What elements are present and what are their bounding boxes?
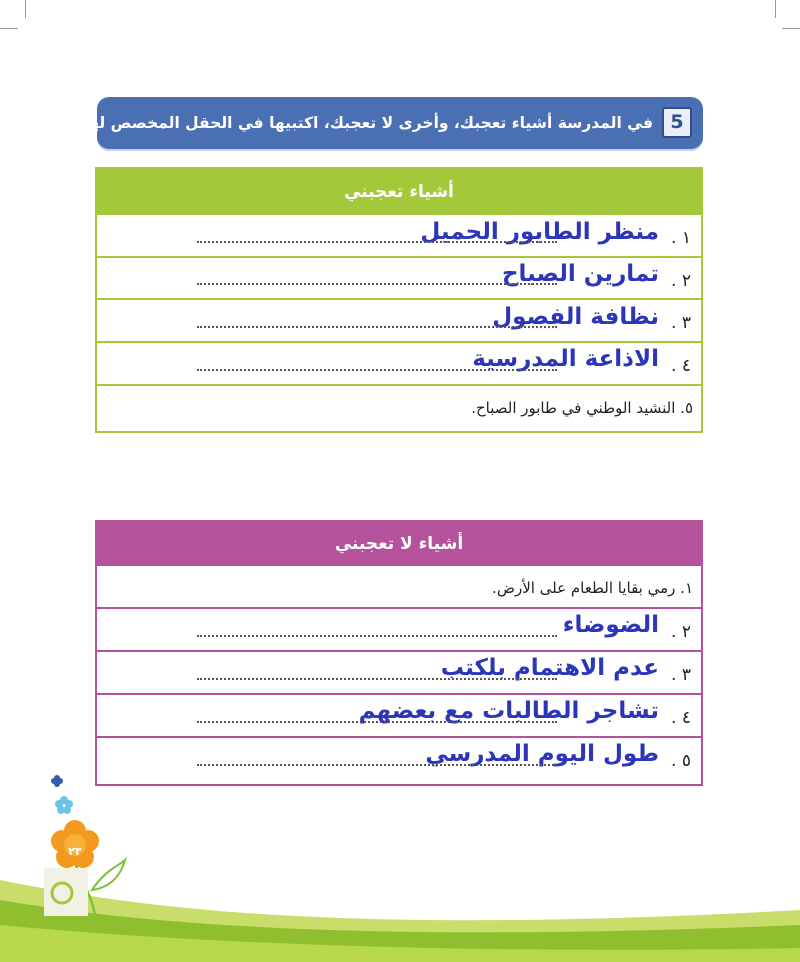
handwritten-answer: الضوضاء (562, 612, 659, 638)
dislikes-table (95, 520, 703, 786)
answer-line (197, 721, 557, 723)
example-answer: ٥. النشيد الوطني في طابور الصباح. (471, 399, 693, 417)
handwritten-answer: نظافة الفصول (492, 304, 659, 330)
likes-row (97, 258, 701, 300)
row-index: ٣ . (671, 665, 691, 685)
answer-line (197, 326, 557, 328)
likes-row (97, 215, 701, 258)
instruction-text: في المدرسة أشياء تعجبك، وأخرى لا تعجبك، اكتبيها في الحقل المخصص لها : (71, 114, 653, 132)
handwritten-answer: عدم الاهتمام بلكتب (440, 655, 659, 681)
flower-leaf (92, 860, 125, 890)
row-index: ٥ . (671, 751, 691, 771)
dislikes-row (97, 609, 701, 652)
row-index: ١ . (671, 228, 691, 248)
handwritten-answer: الاذاعة المدرسية (472, 346, 659, 372)
crop-mark (782, 28, 800, 29)
row-index: ٤ . (671, 356, 691, 376)
likes-row (97, 300, 701, 343)
tiny-flower-icon (51, 775, 63, 787)
answer-line (197, 283, 557, 285)
row-index: ٢ . (671, 622, 691, 642)
answer-line (197, 369, 557, 371)
crop-mark (775, 0, 776, 18)
likes-row (97, 386, 701, 431)
crop-mark (25, 0, 26, 18)
handwritten-answer: تشاجر الطالبات مع بعضهم (358, 698, 659, 724)
dislikes-row (97, 695, 701, 738)
answer-line (197, 635, 557, 637)
likes-table-title: أشياء تعجبني (97, 169, 701, 215)
question-number: 5 (662, 107, 692, 138)
likes-table (95, 167, 703, 433)
instruction-banner (71, 97, 703, 149)
row-index: ٣ . (671, 313, 691, 333)
example-answer: ١. رمي بقايا الطعام على الأرض. (492, 579, 693, 597)
dislikes-row (97, 652, 701, 695)
answer-line (197, 678, 557, 680)
answer-line (197, 241, 557, 243)
dislikes-row (97, 566, 701, 609)
row-index: ٤ . (671, 708, 691, 728)
small-flower-icon (55, 796, 73, 814)
dislikes-table-title: أشياء لا تعجبني (97, 522, 701, 566)
footer-decoration (0, 760, 800, 962)
page-number: ٢٣ (68, 845, 82, 858)
row-index: ٢ . (671, 271, 691, 291)
likes-row (97, 343, 701, 386)
flower-icon (51, 820, 99, 868)
crop-mark (0, 28, 18, 29)
handwritten-answer: طول اليوم المدرسي (425, 741, 659, 767)
handwritten-answer: تمارين الصباح (501, 261, 659, 287)
handwritten-answer: منظر الطابور الجميل (420, 219, 659, 245)
